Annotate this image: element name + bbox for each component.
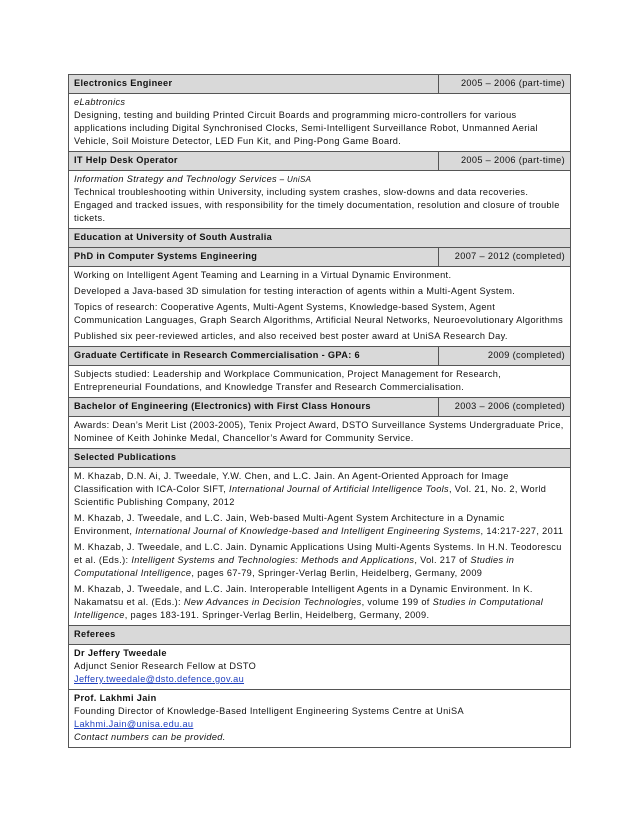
referee-email-link[interactable]: Lakhmi.Jain@unisa.edu.au [74, 719, 194, 729]
degree-dates: 2009 (completed) [439, 347, 571, 366]
job-org: Information Strategy and Technology Services [74, 174, 277, 184]
job-org-line [74, 173, 565, 186]
publication-series: Studies in Computational Intelligence [74, 555, 515, 578]
publication-authors: M. Khazab, J. Tweedale, and L.C. Jain, Web-based Multi-Agent System Architecture in a Dynamic Environment, [74, 513, 505, 536]
job-description: Designing, testing and building Printed Circuit Boards and programming micro-controllers for various applications including Digital Synchronised Clocks, Semi-Intelligent Surveillance Robot, Unmanned Aerial Vehicle, Soil Moisture Detector, LED Fun Kit, and Ping-Pong Game Board. [74, 110, 538, 146]
publication-details: , pages 183-191. Springer-Verlag Berlin, Heidelberg, Germany, 2009. [124, 610, 430, 620]
degree-header-row [69, 398, 571, 417]
publication-authors: M. Khazab, J. Tweedale, and L.C. Jain. Dynamic Applications Using Multi-Agents Systems. In H.N. Teodorescu et al. (Eds.): [74, 542, 562, 565]
degree-title: Bachelor of Engineering (Electronics) with First Class Honours [69, 398, 439, 417]
degree-dates: 2007 – 2012 (completed) [439, 248, 571, 267]
publication-venue: International Journal of Artificial Intelligence Tools [229, 484, 449, 494]
referee-email-link[interactable]: Jeffery.tweedale@dsto.defence.gov.au [74, 674, 245, 684]
resume-page [68, 74, 570, 748]
section-row [69, 229, 571, 248]
job-title: IT Help Desk Operator [69, 152, 439, 171]
job-body [69, 94, 571, 152]
publication-item [74, 583, 565, 622]
degree-title: PhD in Computer Systems Engineering [69, 248, 439, 267]
publication-venue: Intelligent Systems and Technologies: Methods and Applications [131, 555, 415, 565]
degree-dates: 2003 – 2006 (completed) [439, 398, 571, 417]
referee-entry [69, 645, 571, 690]
phd-line: Working on Intelligent Agent Teaming and Learning in a Virtual Dynamic Environment. [74, 270, 452, 280]
referee-entry [69, 690, 571, 748]
referee-row [69, 645, 571, 690]
publication-venue: New Advances in Decision Technologies [183, 597, 362, 607]
education-heading: Education at University of South Australia [69, 229, 571, 248]
job-body-row [69, 171, 571, 229]
publication-item [74, 470, 565, 509]
publication-venue: International Journal of Knowledge-based and Intelligent Engineering Systems [135, 526, 481, 536]
job-body [69, 171, 571, 229]
section-row [69, 449, 571, 468]
referee-role: Adjunct Senior Research Fellow at DSTO [74, 661, 257, 671]
publications-body [69, 468, 571, 626]
referees-heading: Referees [69, 626, 571, 645]
phd-line: Published six peer-reviewed articles, and also received best poster award at UniSA Research Day. [74, 331, 508, 341]
phd-line: Topics of research: Cooperative Agents, Multi-Agent Systems, Knowledge-based System, Agent Communication Languages, Graph Search Algorithms, Artificial Neural Networks, Neuroevolutionary Algorithms [74, 302, 564, 325]
publication-details: , Vol. 21, No. 2, World Scientific Publishing Company, 2012 [74, 484, 547, 507]
degree-header-row [69, 248, 571, 267]
degree-header-row [69, 347, 571, 366]
resume-table [68, 74, 571, 748]
publication-details: , 14:217-227, 2011 [480, 526, 564, 536]
job-org: eLabtronics [74, 97, 126, 107]
job-dates: 2005 – 2006 (part-time) [439, 75, 571, 94]
degree-title: Graduate Certificate in Research Commercialisation - GPA: 6 [69, 347, 439, 366]
degree-body: Subjects studied: Leadership and Workplace Communication, Project Management for Research, Entrepreneurial Foundations, and Knowledge Transfer and Research Commercialisation. [69, 366, 571, 398]
publications-body-row [69, 468, 571, 626]
referee-name: Dr Jeffery Tweedale [74, 648, 167, 658]
phd-line: Developed a Java-based 3D simulation for testing interaction of agents within a Multi-Agent System. [74, 286, 516, 296]
referee-name: Prof. Lakhmi Jain [74, 693, 157, 703]
publications-heading: Selected Publications [69, 449, 571, 468]
publication-authors: M. Khazab, D.N. Ai, J. Tweedale, Y.W. Chen, and L.C. Jain. An Agent-Oriented Approach for Image Classification with ICA-Color SIFT, [74, 471, 509, 494]
publication-item [74, 541, 565, 580]
job-dates: 2005 – 2006 (part-time) [439, 152, 571, 171]
publication-item [74, 512, 565, 538]
referee-row [69, 690, 571, 748]
degree-body [69, 267, 571, 347]
publication-authors: M. Khazab, J. Tweedale, and L.C. Jain. Interoperable Intelligent Agents in a Dynamic Environment. In K. Nakamatsu et al. (Eds.): [74, 584, 533, 607]
job-org-suffix: – UniSA [277, 175, 312, 184]
job-description: Technical troubleshooting within University, including system crashes, slow-downs and data recoveries. Engaged and tracked issues, with responsibility for the timely documentation, resolution and closure of trouble tickets. [74, 187, 560, 223]
job-title: Electronics Engineer [69, 75, 439, 94]
job-header-row [69, 75, 571, 94]
section-row [69, 626, 571, 645]
referee-role: Founding Director of Knowledge-Based Intelligent Engineering Systems Centre at UniSA [74, 706, 464, 716]
publication-volume: , Vol. 217 of [414, 555, 471, 565]
referee-note: Contact numbers can be provided. [74, 732, 226, 742]
publication-details: , pages 67-79, Springer-Verlag Berlin, Heidelberg, Germany, 2009 [191, 568, 483, 578]
degree-body: Awards: Dean’s Merit List (2003-2005), Tenix Project Award, DSTO Surveillance Systems Undergraduate Price, Nominee of Keith Johinke Medal, Chancellor’s Award for Community Service. [69, 417, 571, 449]
degree-body-row [69, 366, 571, 398]
publication-volume: , volume 199 of [361, 597, 433, 607]
job-body-row [69, 94, 571, 152]
degree-body-row [69, 267, 571, 347]
publication-series: Studies in Computational Intelligence [74, 597, 544, 620]
degree-body-row [69, 417, 571, 449]
job-header-row [69, 152, 571, 171]
